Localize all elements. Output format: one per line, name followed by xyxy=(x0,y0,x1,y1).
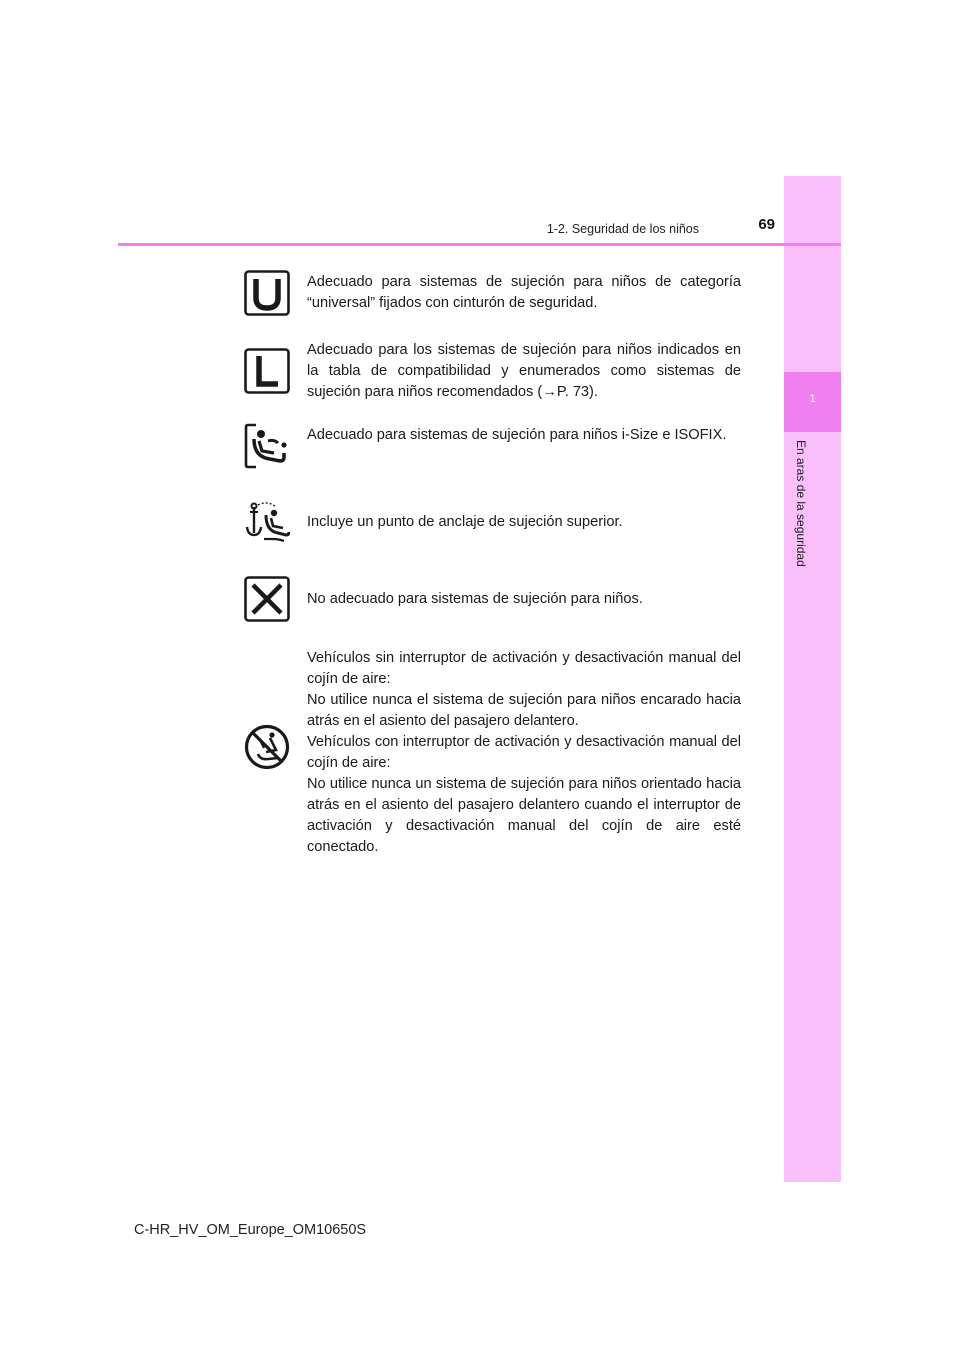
legend-text: Incluye un punto de anclaje de sujeción superior. xyxy=(307,514,623,530)
no-rear-facing-seat-icon xyxy=(244,724,290,770)
not-suitable-x-icon xyxy=(244,576,290,622)
page-number: 69 xyxy=(758,216,775,233)
section-title: 1-2. Seguridad de los niños xyxy=(546,222,699,236)
legend-text: Adecuado para sistemas de sujeción para niños i-Size e ISOFIX. xyxy=(307,427,727,443)
isofix-child-seat-icon xyxy=(244,423,290,469)
chapter-side-tab xyxy=(784,176,841,1182)
legend-paragraph: Vehículos sin interruptor de activación y desactivación manual del cojín de aire: xyxy=(307,650,741,687)
document-code: C-HR_HV_OM_Europe_OM10650S xyxy=(134,1222,367,1238)
legend-text-block xyxy=(307,648,741,858)
top-tether-anchor-icon xyxy=(244,499,290,545)
universal-u-icon xyxy=(244,270,290,316)
chapter-number: 1 xyxy=(809,393,816,405)
legend-text: Adecuado para sistemas de sujeción para niños de categoría “universal” fijados con cinturón de seguridad. xyxy=(307,274,741,311)
legend-paragraph: Vehículos con interruptor de activación y desactivación manual del cojín de aire: xyxy=(307,734,741,771)
recommended-l-icon xyxy=(244,348,290,394)
legend-text: No adecuado para sistemas de sujeción para niños. xyxy=(307,591,643,607)
legend-text: Adecuado para los sistemas de sujeción para niños indicados en la tabla de compatibilidad y enumerados como sistemas de sujeción para niños recomendados (→P. 73). xyxy=(307,342,741,400)
chapter-title: En aras de la seguridad xyxy=(794,440,808,567)
legend-paragraph: No utilice nunca un sistema de sujeción para niños orientado hacia atrás en el asiento del pasajero delantero cuando el interruptor de activación y desactivación manual del cojín de aire esté conectado. xyxy=(307,776,741,855)
header-rule xyxy=(118,243,841,246)
legend-paragraph: No utilice nunca el sistema de sujeción para niños encarado hacia atrás en el asiento del pasajero delantero. xyxy=(307,692,741,729)
